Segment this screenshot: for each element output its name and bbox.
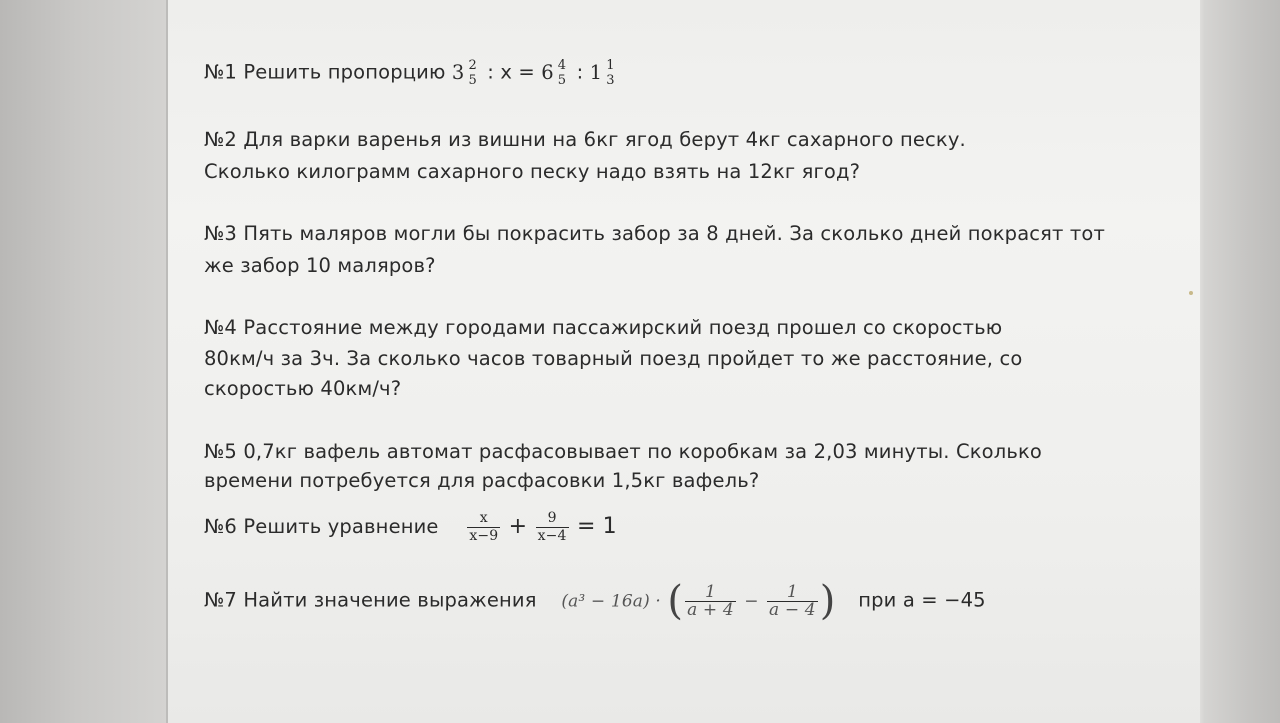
problem-6: [204, 510, 617, 545]
expression-factor: (a³ − 16a) ·: [561, 591, 661, 612]
left-paren: (: [667, 578, 684, 624]
equation-rhs: = 1: [576, 514, 617, 539]
whole-part: 1: [589, 60, 603, 84]
fraction: 2 5: [468, 58, 477, 88]
whole-part: 3: [451, 60, 465, 84]
problem-4-line-3: скоростью 40км/ч?: [204, 377, 402, 400]
mixed-number-c: [589, 58, 619, 88]
equation-fraction-1: $\frac{x}{x-9}$: [469, 510, 499, 544]
problem-4-line-2: 80км/ч за 3ч. За сколько часов товарный поезд пройдет то же расстояние, со: [204, 347, 1023, 370]
monitor-bezel: [1196, 0, 1280, 723]
mixed-number-b: [541, 58, 576, 88]
problem-7: [204, 578, 986, 624]
minus-sign: −: [744, 591, 759, 612]
problem-2-line-1: №2 Для варки варенья из вишни на 6кг ягод берут 4кг сахарного песку.: [204, 128, 966, 151]
problem-1-text: №1 Решить пропорцию: [204, 60, 446, 84]
equation-middle: : x =: [487, 60, 535, 84]
ratio-colon: :: [576, 60, 584, 84]
problem-6-text: №6 Решить уравнение: [204, 515, 439, 538]
problem-7-condition: при a = −45: [858, 588, 986, 612]
problem-7-text: №7 Найти значение выражения: [204, 588, 537, 612]
problem-3-line-1: №3 Пять маляров могли бы покрасить забор за 8 дней. За сколько дней покрасят тот: [204, 222, 1106, 245]
mixed-number-a: [451, 58, 487, 88]
expression-fraction-1: $\frac{1}{a + 4}$: [687, 581, 734, 620]
right-paren: ): [819, 578, 836, 624]
problem-1: [204, 58, 619, 88]
problem-5-line-1: №5 0,7кг вафель автомат расфасовывает по коробкам за 2,03 минуты. Сколько: [204, 440, 1042, 463]
plus-sign: +: [508, 514, 528, 539]
equation-fraction-2: $\frac{9}{x-4}$: [537, 510, 567, 544]
expression-fraction-2: $\frac{1}{a - 4}$: [768, 581, 816, 620]
problem-2-line-2: Сколько килограмм сахарного песку надо взять на 12кг ягод?: [204, 160, 861, 183]
whole-part: 6: [541, 60, 554, 84]
problem-5-line-2: времени потребуется для расфасовки 1,5кг вафель?: [204, 469, 760, 492]
fraction: 4 5: [557, 58, 567, 88]
problem-4-line-1: №4 Расстояние между городами пассажирский поезд прошел со скоростью: [204, 316, 1003, 339]
problem-3-line-2: же забор 10 маляров?: [204, 254, 436, 277]
fraction: 1 3: [606, 58, 615, 88]
screen-speck: [1189, 291, 1193, 295]
